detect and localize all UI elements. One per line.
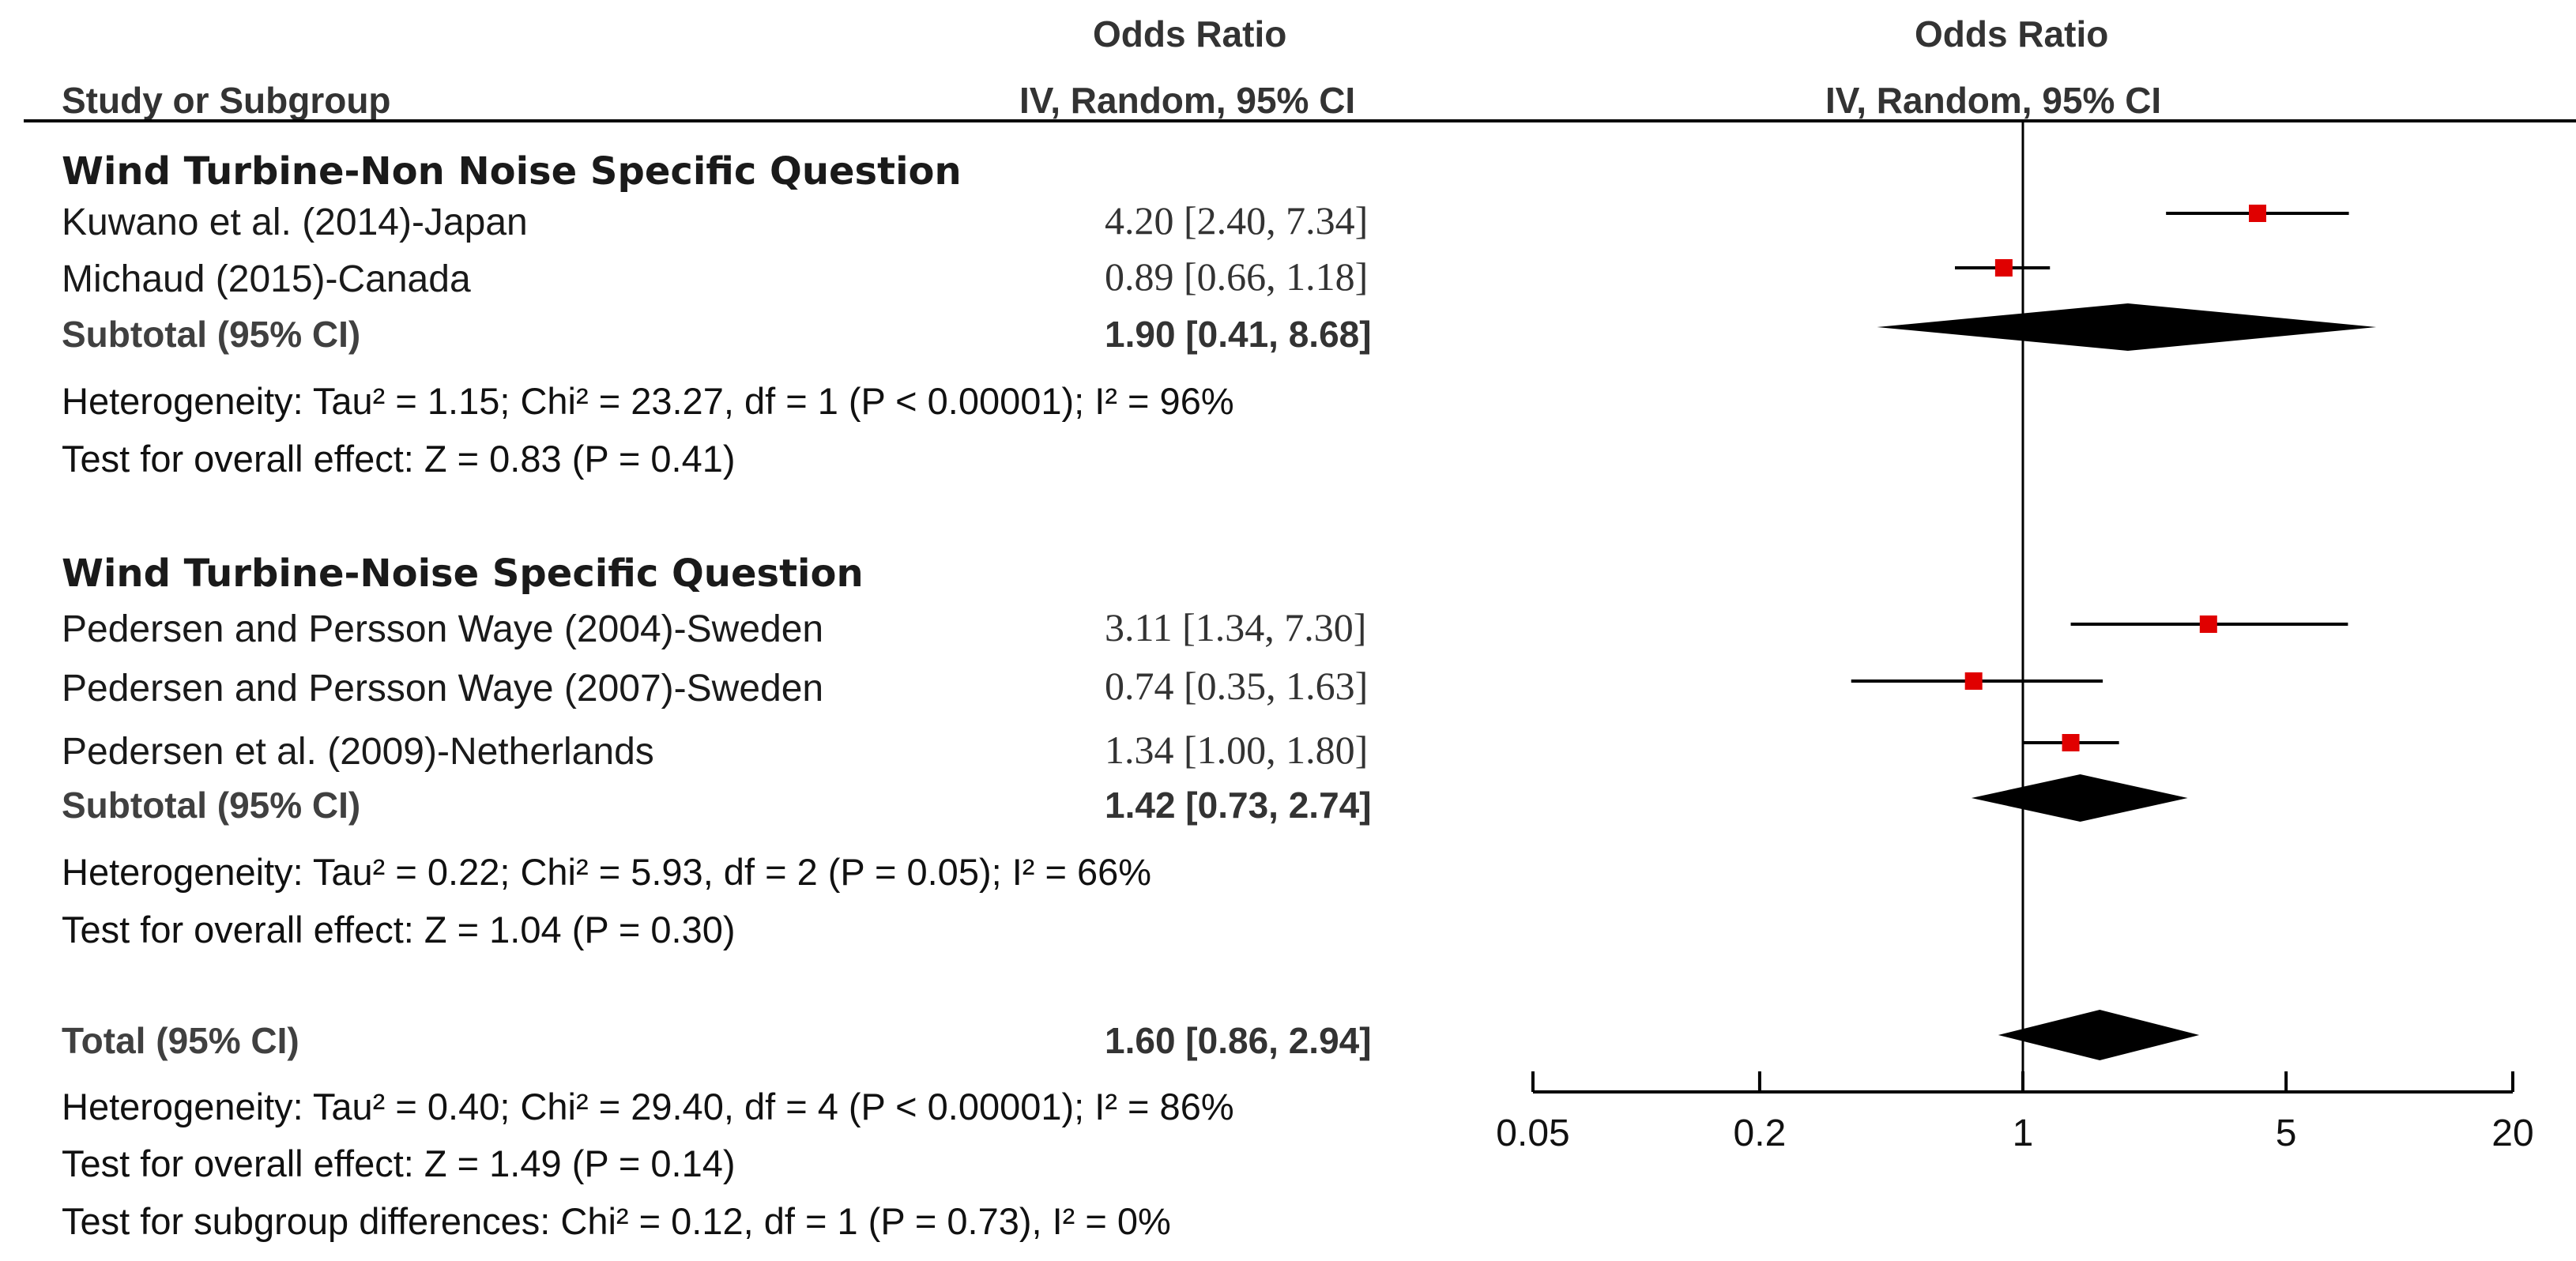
study-ci-text: 4.20 [2.40, 7.34] [1105,198,1369,243]
subtotal-diamond [1972,774,2188,822]
study-label: Pedersen and Persson Waye (2004)-Sweden [62,608,824,650]
group-title: Wind Turbine-Noise Specific Question [62,551,864,596]
subtotal-label: Subtotal (95% CI) [62,314,361,355]
study-label: Kuwano et al. (2014)-Japan [62,201,528,243]
study-label: Pedersen et al. (2009)-Netherlands [62,731,654,773]
study-label: Pedersen and Persson Waye (2007)-Sweden [62,668,824,710]
point-estimate-marker [2200,615,2217,633]
x-tick-label: 20 [2491,1112,2534,1154]
total-label: Total (95% CI) [62,1020,299,1061]
x-tick-label: 5 [2275,1112,2297,1154]
total-diamond [1998,1010,2199,1060]
study-ci-text: 1.34 [1.00, 1.80] [1105,728,1369,772]
ci-header-right: IV, Random, 95% CI [1825,80,2162,121]
point-estimate-marker [1965,672,1983,690]
group-title: Wind Turbine-Non Noise Specific Question [62,149,962,194]
subtotal-ci-text: 1.42 [0.73, 2.74] [1105,785,1372,826]
study-ci-text: 0.74 [0.35, 1.63] [1105,664,1369,708]
overall-effect-text: Test for overall effect: Z = 1.04 (P = 0.30) [62,909,736,950]
subgroup-differences-text: Test for subgroup differences: Chi² = 0.12, df = 1 (P = 0.73), I² = 0% [62,1200,1171,1242]
x-tick-label: 0.2 [1733,1112,1787,1154]
study-ci-text: 0.89 [0.66, 1.18] [1105,254,1369,299]
study-or-subgroup-header: Study or Subgroup [62,80,391,121]
subtotal-diamond [1877,303,2376,351]
overall-effect-text: Test for overall effect: Z = 0.83 (P = 0.41) [62,438,736,480]
x-tick-label: 1 [2012,1112,2034,1154]
odds-ratio-header-right: Odds Ratio [1915,13,2109,55]
study-label: Michaud (2015)-Canada [62,258,471,300]
odds-ratio-header-mid: Odds Ratio [1093,13,1287,55]
total-overall-effect-text: Test for overall effect: Z = 1.49 (P = 0.14) [62,1142,736,1184]
x-tick-label: 0.05 [1496,1112,1570,1154]
subtotal-label: Subtotal (95% CI) [62,785,361,826]
total-ci-text: 1.60 [0.86, 2.94] [1105,1020,1372,1061]
point-estimate-marker [2249,205,2266,222]
point-estimate-marker [1995,259,2013,277]
ci-header-mid: IV, Random, 95% CI [1019,80,1356,121]
study-ci-text: 3.11 [1.34, 7.30] [1105,605,1367,649]
subtotal-ci-text: 1.90 [0.41, 8.68] [1105,314,1372,355]
heterogeneity-text: Heterogeneity: Tau² = 0.22; Chi² = 5.93, df = 2 (P = 0.05); I² = 66% [62,851,1152,893]
point-estimate-marker [2062,734,2080,751]
total-heterogeneity-text: Heterogeneity: Tau² = 0.40; Chi² = 29.40, df = 4 (P < 0.00001); I² = 86% [62,1086,1234,1127]
heterogeneity-text: Heterogeneity: Tau² = 1.15; Chi² = 23.27, df = 1 (P < 0.00001); I² = 96% [62,380,1234,422]
